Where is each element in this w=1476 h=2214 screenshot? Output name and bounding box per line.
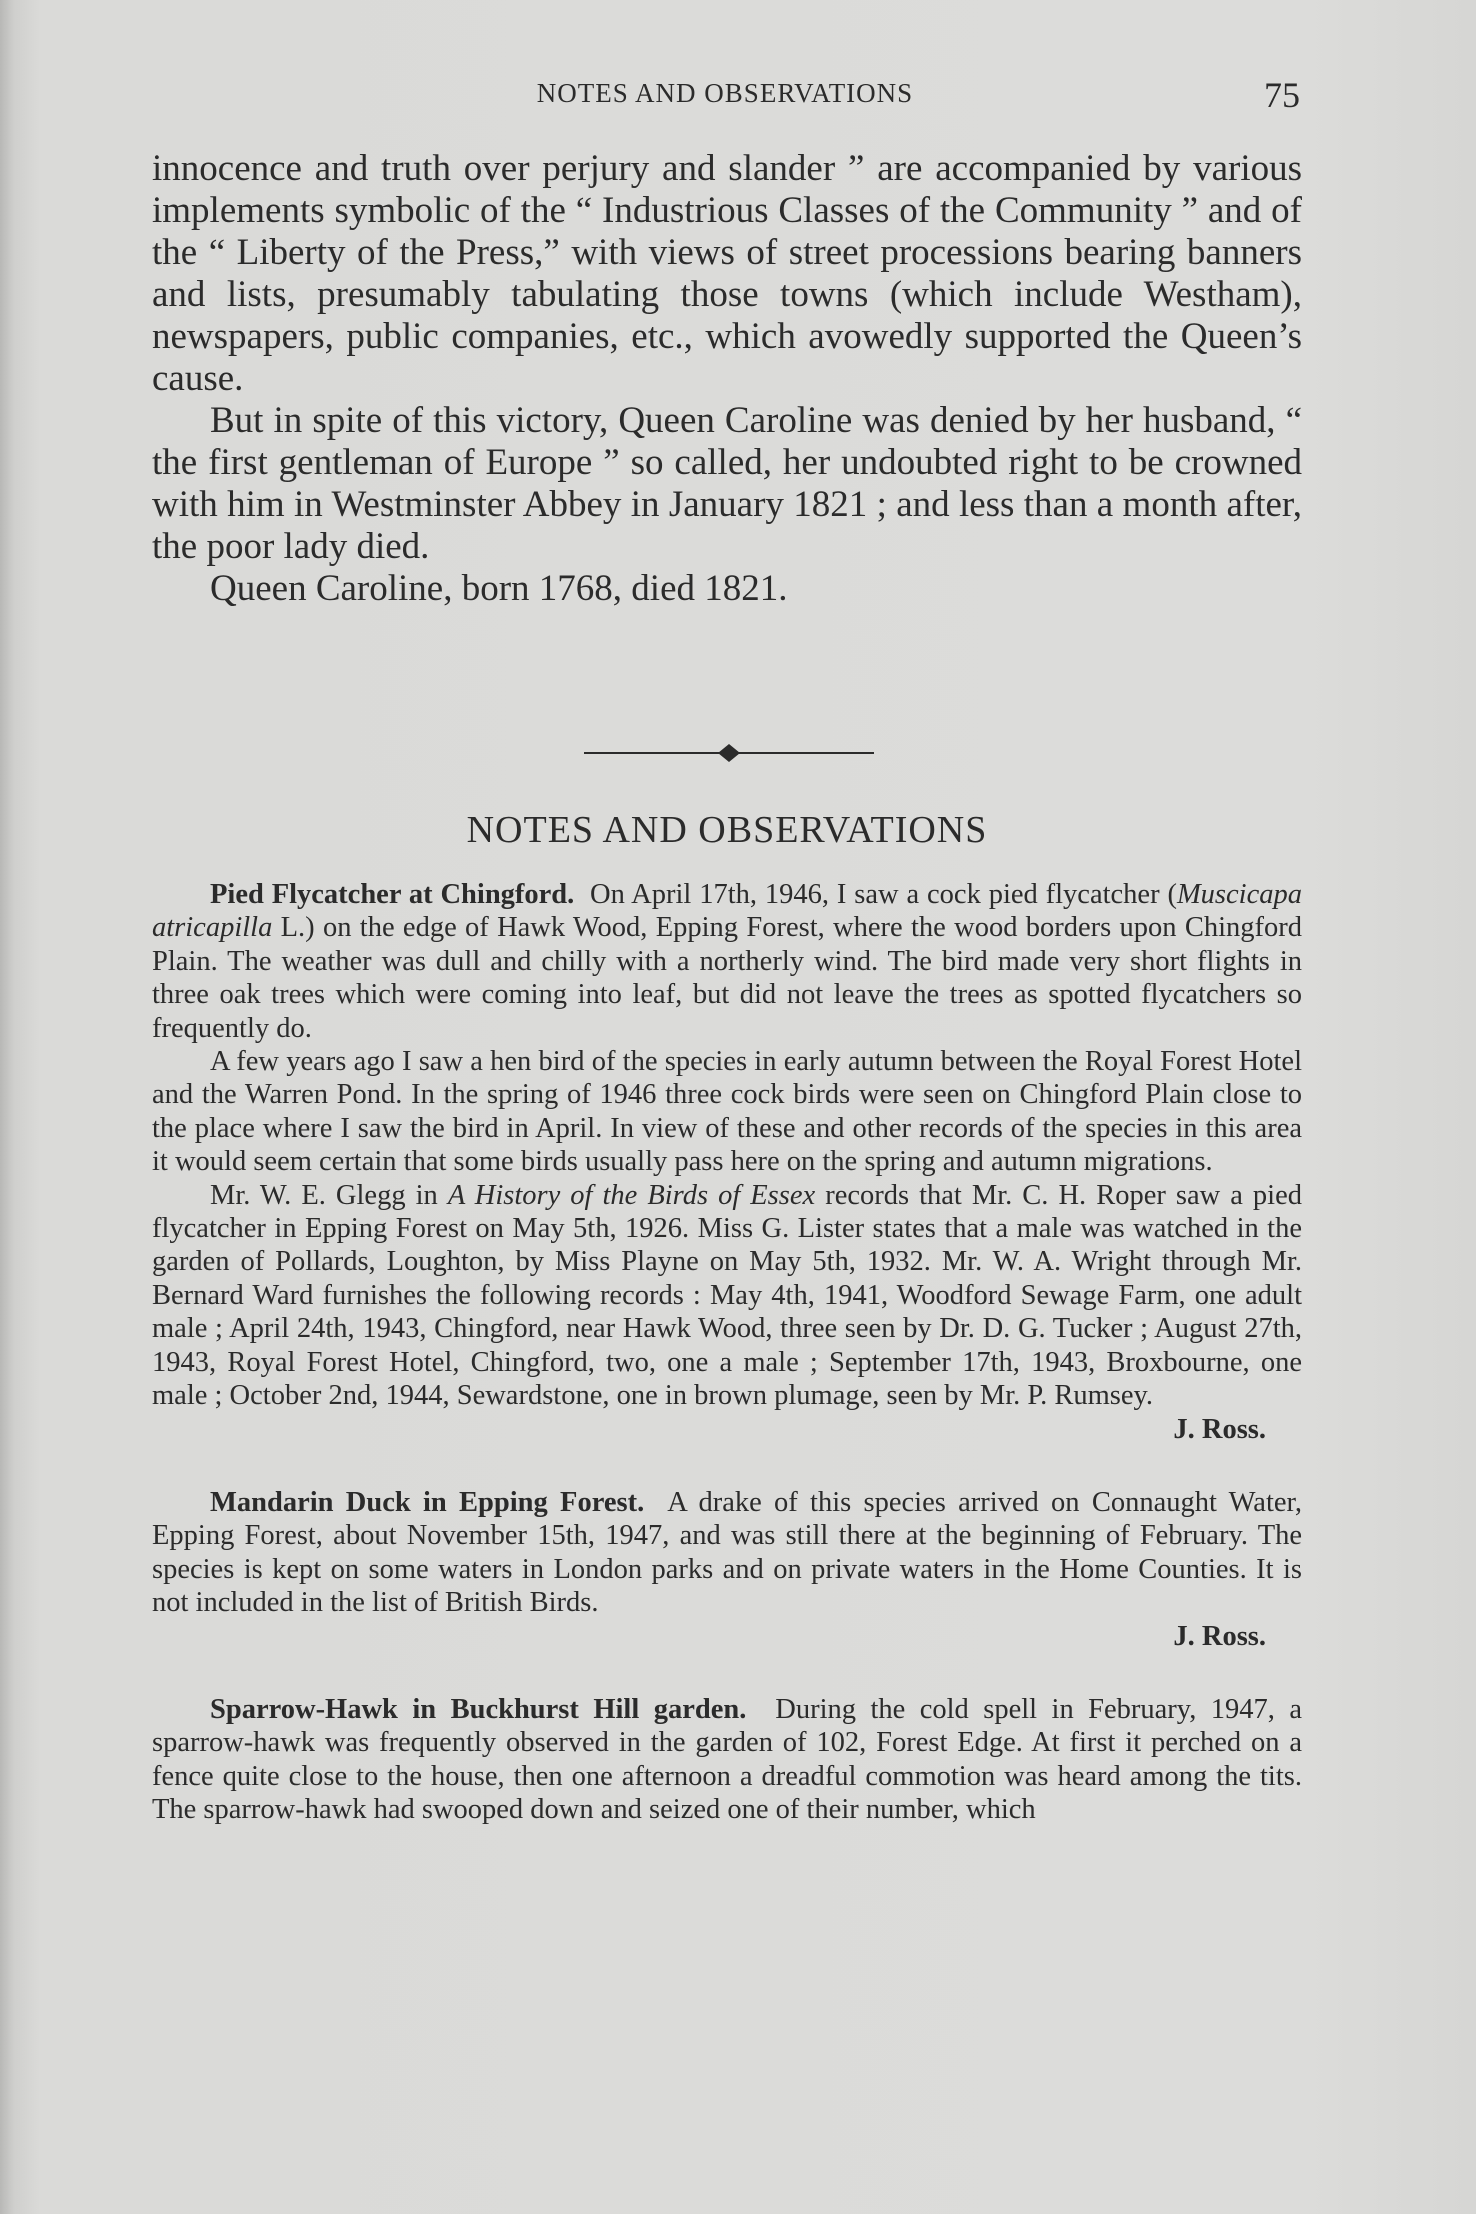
continued-article (152, 148, 1302, 610)
note-title-sparrowhawk: Sparrow-Hawk in Buckhurst Hill garden. (210, 1693, 747, 1725)
spacer (152, 1446, 1302, 1486)
note-title-flycatcher: Pied Flycatcher at Chingford. (210, 879, 575, 910)
paragraph-victory: But in spite of this victory, Queen Caroline was denied by her husband, “ the first gentleman of Europe ” so called, her undoubted right to be crowned with him in Westminster Abbey in January 1821 ; and less than a month after, the poor lady died. (152, 400, 1302, 567)
note-flycatcher-p1-a: On April 17th, 1946, I saw a cock pied flycatcher ( (590, 879, 1177, 910)
notes-body (152, 878, 1302, 1827)
note-flycatcher-p2: A few years ago I saw a hen bird of the species in early autumn between the Royal Forest Hotel and the Warren Pond. In the spring of 1946 three cock birds were seen on Chingford Plain close to the place where I saw the bird in April. In view of these and other records of the species in this area it would seem certain that some birds usually pass here on the spring and autumn migrations. (152, 1046, 1302, 1178)
running-head (150, 74, 1300, 114)
note-flycatcher-p1 (152, 878, 1302, 1045)
spacer (152, 1653, 1302, 1693)
page-number: 75 (1264, 75, 1300, 115)
note-flycatcher-p3-a: Mr. W. E. Glegg in (210, 1179, 448, 1211)
paragraph-caroline-dates: Queen Caroline, born 1768, died 1821. (210, 568, 788, 609)
note-sparrowhawk-text: During the cold spell in February, 1947, a sparrow-hawk was frequently observed in the garden of 102, Forest Edge. At first it perched on a fence quite close to the house, then one afternoon a dreadful commotion was heard among the tits. The sparrow-hawk had swooped down and seized one of their number, which (152, 1693, 1302, 1826)
running-title: NOTES AND OBSERVATIONS (536, 78, 914, 108)
species-name-italic: Muscicapa atricapilla (152, 879, 1302, 944)
signature-mandarin: J. Ross. (1173, 1620, 1266, 1652)
book-title-italic: A History of the Birds of Essex (447, 1179, 816, 1211)
note-sparrowhawk (152, 1693, 1302, 1827)
note-mandarin (152, 1486, 1302, 1620)
note-title-mandarin: Mandarin Duck in Epping Forest. (210, 1486, 645, 1518)
section-heading: NOTES AND OBSERVATIONS (466, 809, 988, 851)
ornament-divider (584, 738, 874, 768)
paragraph-innocence: innocence and truth over perjury and slander ” are accompanied by various implements symbolic of the “ Industrious Classes of the Community ” and of the “ Liberty of the Press,” with views of street processions bearing banners and lists, presumably tabulating those towns (which include Westham), newspapers, public companies, etc., which avowedly supported the Queen’s cause. (152, 148, 1302, 399)
note-flycatcher-p1-b: L.) on the edge of Hawk Wood, Epping Forest, where the wood borders upon Chingford Plain. The weather was dull and chilly with a northerly wind. The bird made very short flights in three oak trees which were coming into leaf, but did not leave the trees as spotted flycatchers so frequently do. (152, 912, 1302, 1044)
note-flycatcher-p3 (152, 1179, 1302, 1413)
signature-flycatcher: J. Ross. (1173, 1413, 1266, 1445)
note-flycatcher-p3-b: records that Mr. C. H. Roper saw a pied flycatcher in Epping Forest on May 5th, 1926. Miss G. Lister states that a male was watched in the garden of Pollards, Loughton, by Miss Playne on May 5th, 1932. Mr. W. A. Wright through Mr. Bernard Ward furnishes the following records : May 4th, 1941, Woodford Sewage Farm, one adult male ; April 24th, 1943, Chingford, near Hawk Wood, three seen by Dr. D. G. Tucker ; August 27th, 1943, Royal Forest Hotel, Chingford, two, one a male ; September 17th, 1943, Broxbourne, one male ; October 2nd, 1944, Sewardstone, one in brown plumage, seen by Mr. P. Rumsey. (152, 1179, 1303, 1412)
note-mandarin-text: A drake of this species arrived on Connaught Water, Epping Forest, about November 15th, 1947, and was still there at the beginning of February. The species is kept on some waters in London parks and on private waters in the Home Counties. It is not included in the list of British Birds. (152, 1486, 1302, 1619)
